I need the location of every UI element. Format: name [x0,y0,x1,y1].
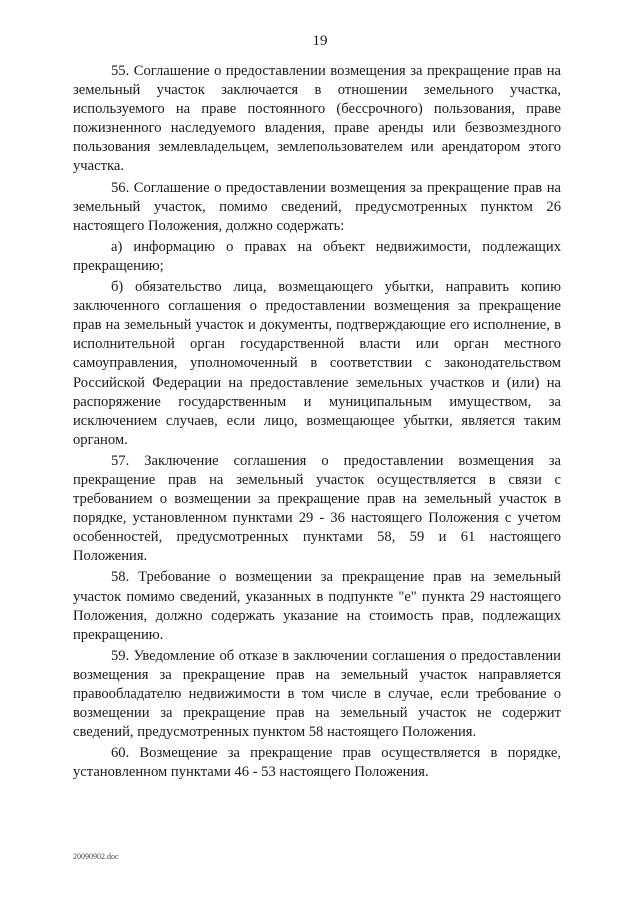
paragraph-55: 55. Соглашение о предоставлении возмещения за прекращение прав на земельный участок заключается в отношении земельного участка, используемого на праве постоянного (бессрочного) пользования, праве пожизненного наследуемого владения, праве аренды или безвозмездного пользования землевладельцем, землепользователем или арендатором этого участка. [73,63,561,175]
document-body [73,62,561,784]
subparagraph-b: б) обязательство лица, возмещающего убытки, направить копию заключенного соглашения о предоставлении возмещения за прекращение прав на земельный участок и документы, подтверждающие его исполнение, в исполнительной орган государственной власти или орган местного самоуправления, уполномоченный в соответствии с законодательством Российской Федерации на предоставление земельных участков и (или) на распоряжение государственным и муниципальным имуществом, за исключением случаев, если лицо, возмещающее убытки, является таким органом. [73,279,561,448]
paragraph-56: 56. Соглашение о предоставлении возмещения за прекращение прав на земельный участок, помимо сведений, предусмотренных пунктом 26 настоящего Положения, должно содержать: [73,179,561,234]
file-code-footer: 20090902.doc [73,852,119,861]
subparagraph-a: а) информацию о правах на объект недвижимости, подлежащих прекращению; [73,238,561,274]
paragraph-58: 58. Требование о возмещении за прекращение прав на земельный участок помимо сведений, указанных в подпункте "е" пункта 29 настоящего Положения, должно содержать указание на стоимость прав, подлежащих прекращению. [73,569,561,643]
paragraph-60: 60. Возмещение за прекращение прав осуществляется в порядке, установленном пунктами 46 - 53 настоящего Положения. [73,745,561,781]
paragraph-57: 57. Заключение соглашения о предоставлении возмещения за прекращение прав на земельный участок осуществляется в связи с требованием о возмещении за прекращение прав на земельный участок в порядке, установленном пунктами 29 - 36 настоящего Положения с учетом особенностей, предусмотренных пунктами 58, 59 и 61 настоящего Положения. [73,452,561,565]
page-number: 19 [312,33,328,49]
paragraph-59: 59. Уведомление об отказе в заключении соглашения о предоставлении возмещения за прекращение прав на земельный участок направляется правообладателю недвижимости в том числе в случае, если требование о возмещении за прекращение прав на земельный участок не содержит сведений, предусмотренных пунктом 58 настоящего Положения. [73,647,561,741]
